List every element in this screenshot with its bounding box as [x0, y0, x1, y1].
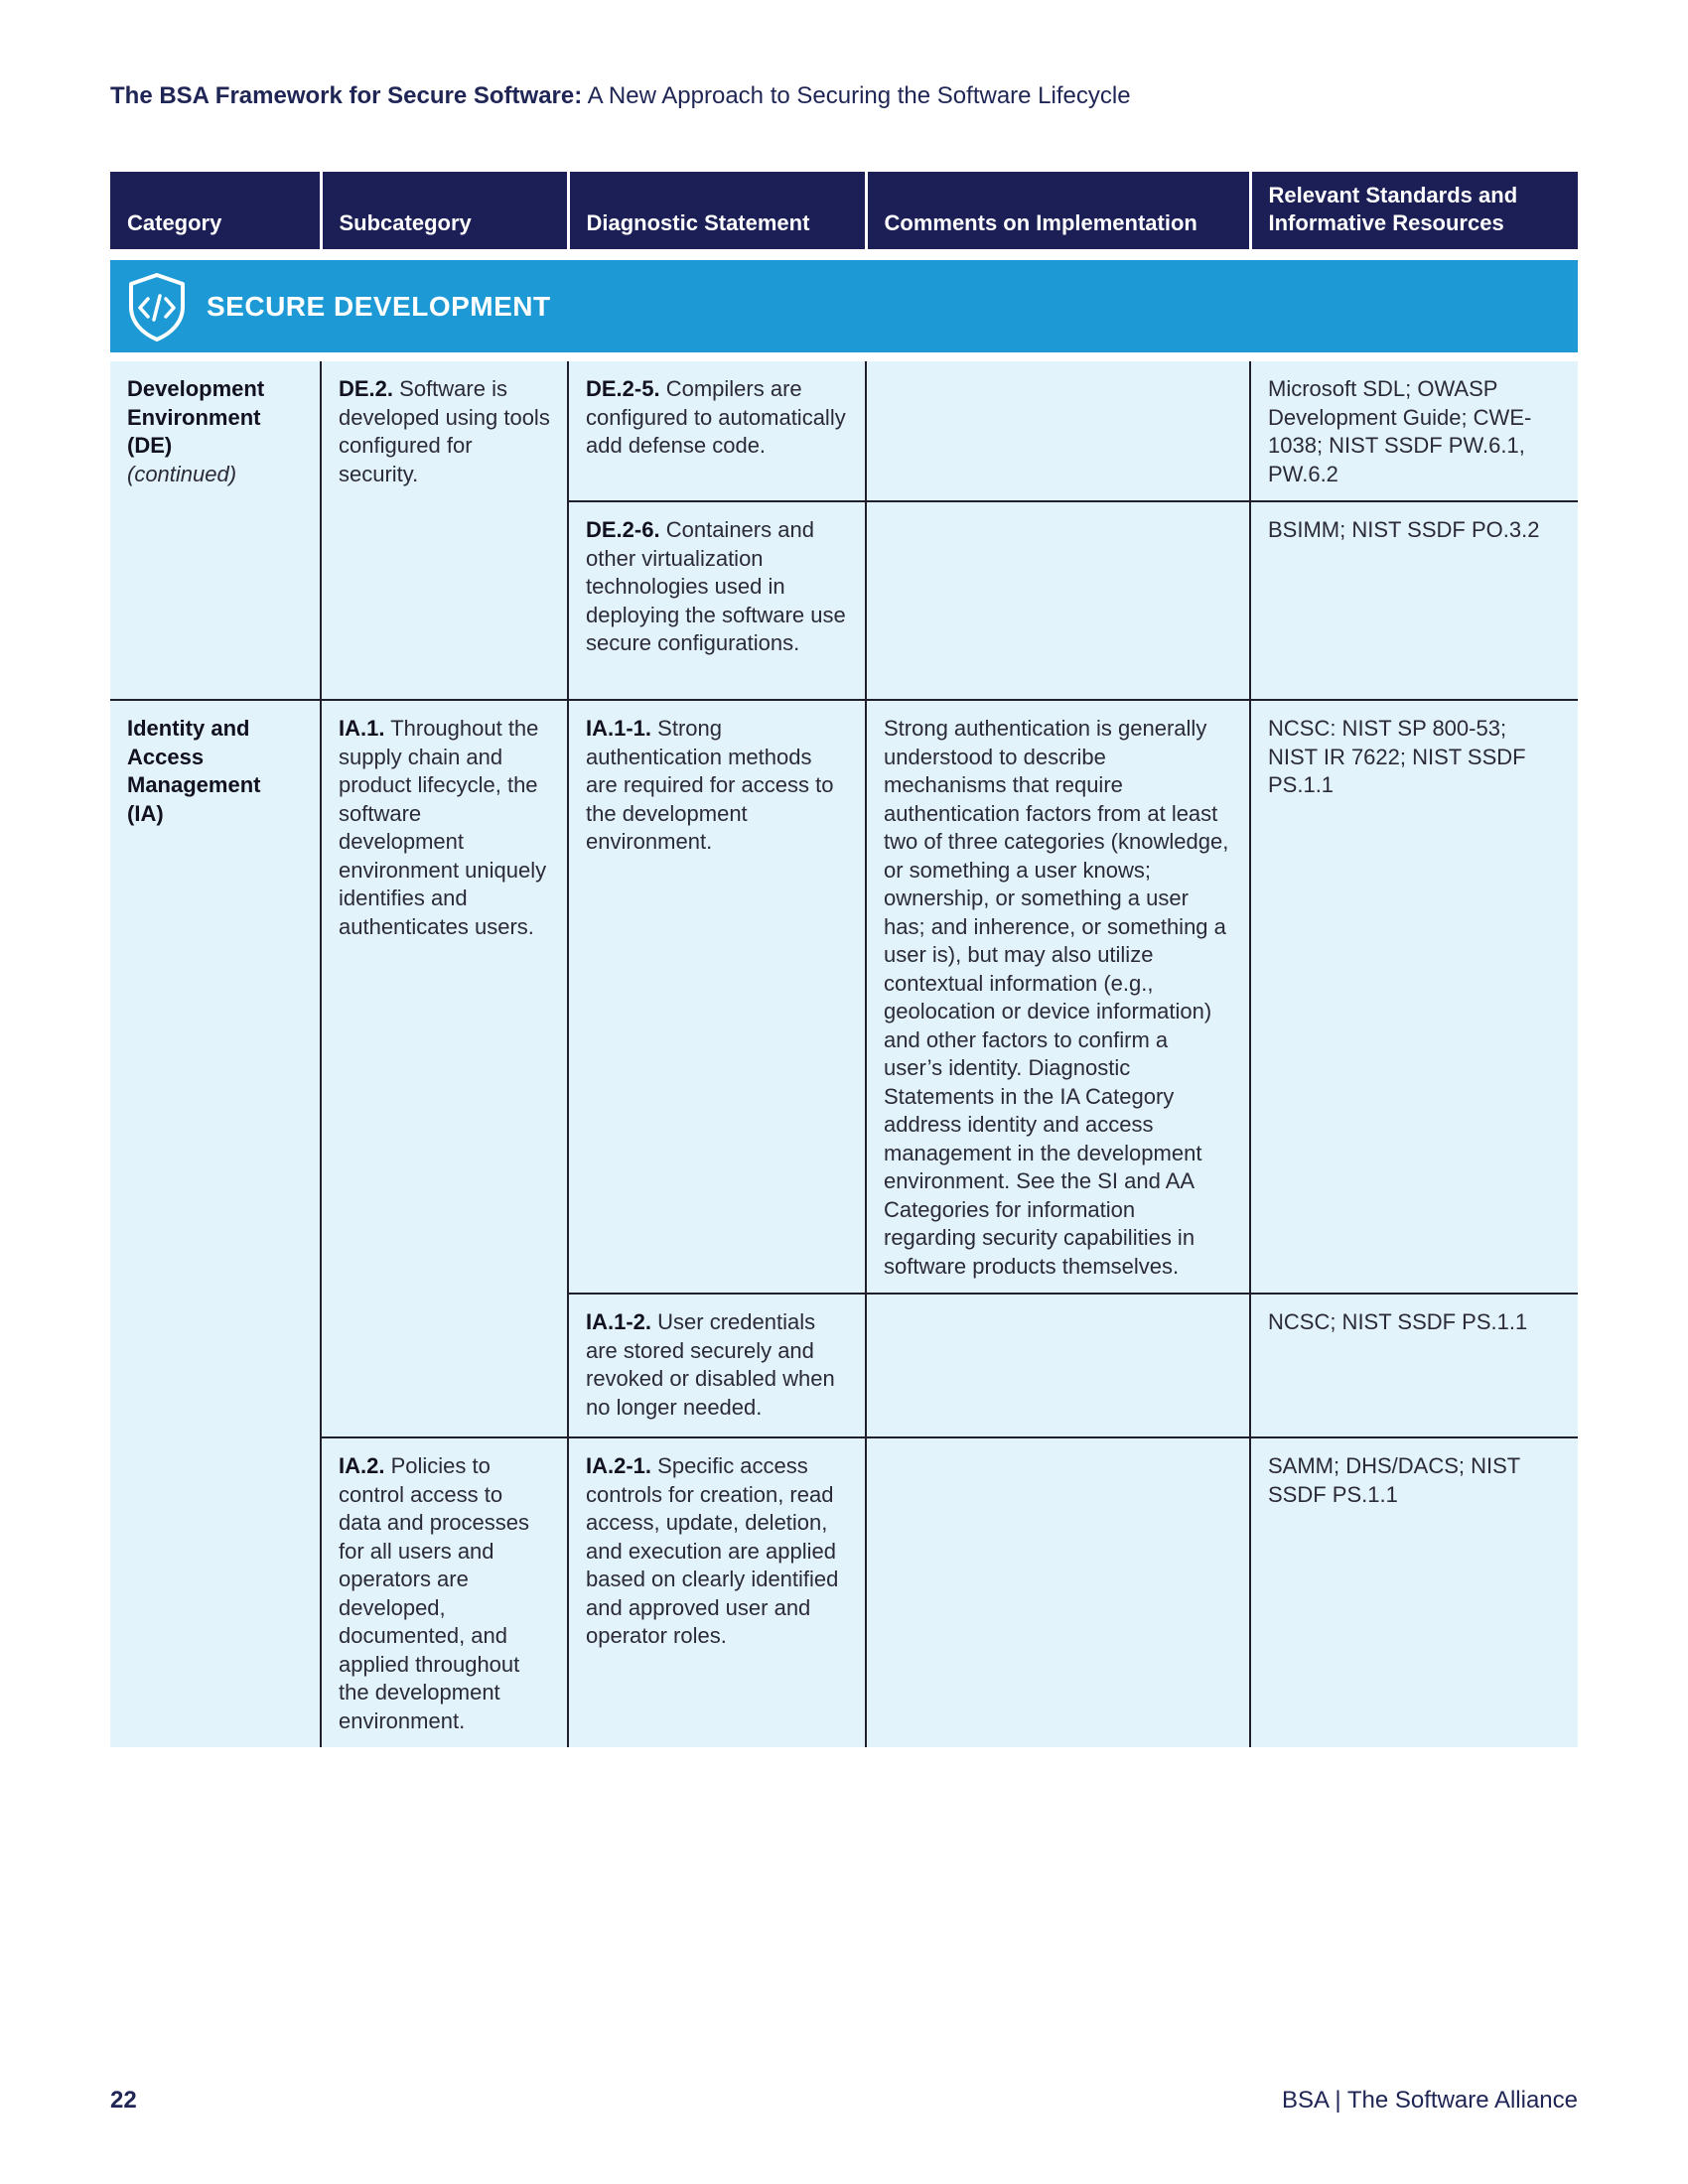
col-header-comments: Comments on Implementation: [866, 172, 1250, 249]
resources-cell: BSIMM; NIST SSDF PO.3.2: [1250, 501, 1578, 700]
category-note: (continued): [127, 461, 237, 486]
diagnostic-code: DE.2-6.: [586, 517, 660, 542]
footer-brand: BSA | The Software Alliance: [1282, 2087, 1578, 2114]
table-row: [110, 700, 1578, 1294]
subcategory-cell: [321, 1437, 568, 1747]
comment-cell: [866, 1437, 1250, 1747]
diagnostic-text: Strong authentication methods are required for access to the development environment.: [586, 716, 834, 854]
category-cell-ia: [110, 700, 321, 1747]
subcategory-code: IA.2.: [339, 1453, 385, 1478]
resources-cell: Microsoft SDL; OWASP Development Guide; CWE-1038; NIST SSDF PW.6.1, PW.6.2: [1250, 361, 1578, 501]
diagnostic-cell: [568, 501, 866, 700]
section-title: SECURE DEVELOPMENT: [207, 290, 551, 322]
resources-cell: SAMM; DHS/DACS; NIST SSDF PS.1.1: [1250, 1437, 1578, 1747]
diagnostic-code: IA.1-1.: [586, 716, 652, 741]
resources-cell: NCSC; NIST SSDF PS.1.1: [1250, 1294, 1578, 1437]
category-name: Identity and Access Management (IA): [127, 716, 261, 826]
comment-cell: [866, 501, 1250, 700]
diagnostic-text: Containers and other virtualization technologies used in deploying the software use secure configurations.: [586, 517, 846, 655]
diagnostic-text: User credentials are stored securely and revoked or disabled when no longer needed.: [586, 1309, 835, 1420]
diagnostic-cell: [568, 700, 866, 1294]
category-name: Development Environment (DE): [127, 376, 265, 458]
code-shield-icon: [125, 271, 189, 342]
table-header-row: [110, 172, 1578, 249]
diagnostic-code: DE.2-5.: [586, 376, 660, 401]
table-row: [110, 1437, 1578, 1747]
col-header-resources: Relevant Standards and Informative Resources: [1250, 172, 1578, 249]
diagnostic-code: IA.1-2.: [586, 1309, 652, 1334]
header-title-bold: The BSA Framework for Secure Software:: [110, 82, 583, 109]
header-title-rest: A New Approach to Securing the Software Lifecycle: [587, 82, 1131, 109]
resources-cell: NCSC: NIST SP 800-53; NIST IR 7622; NIST SSDF PS.1.1: [1250, 700, 1578, 1294]
comment-cell: [866, 361, 1250, 501]
comment-cell: Strong authentication is generally understood to describe mechanisms that require authentication factors from at least two of three categories (knowledge, or something a user knows; ownership, or something a user has; and inherence, or something a user is), but may also utilize contextual information (e.g., geolocation or device information) and other factors to confirm a user’s identity. Diagnostic Statements in the IA Category address identity and access management in the development environment. See the SI and AA Categories for information regarding security capabilities in software products themselves.: [866, 700, 1250, 1294]
subcategory-code: IA.1.: [339, 716, 385, 741]
col-header-diagnostic-statement: Diagnostic Statement: [568, 172, 866, 249]
table-row: [110, 361, 1578, 501]
diagnostic-cell: [568, 1437, 866, 1747]
subcategory-cell: [321, 700, 568, 1437]
subcategory-code: DE.2.: [339, 376, 394, 401]
framework-table: [110, 172, 1578, 1747]
subcategory-text: Policies to control access to data and processes for all users and operators are developed, documented, and applied throughout the development environment.: [339, 1453, 530, 1733]
diagnostic-text: Specific access controls for creation, read access, update, deletion, and execution are applied based on clearly identified and approved user and operator roles.: [586, 1453, 839, 1648]
category-cell-de: [110, 361, 321, 700]
diagnostic-cell: [568, 1294, 866, 1437]
page-header: [110, 79, 1131, 113]
subcategory-cell: [321, 361, 568, 700]
subcategory-text: Software is developed using tools configured for security.: [339, 376, 550, 486]
col-header-subcategory: Subcategory: [321, 172, 568, 249]
diagnostic-cell: [568, 361, 866, 501]
diagnostic-text: Compilers are configured to automatically add defense code.: [586, 376, 846, 458]
section-banner: [110, 260, 1578, 352]
col-header-category: Category: [110, 172, 321, 249]
comment-cell: [866, 1294, 1250, 1437]
page-number: 22: [110, 2087, 137, 2114]
subcategory-text: Throughout the supply chain and product lifecycle, the software development environment uniquely identifies and authenticates users.: [339, 716, 547, 939]
diagnostic-code: IA.2-1.: [586, 1453, 652, 1478]
